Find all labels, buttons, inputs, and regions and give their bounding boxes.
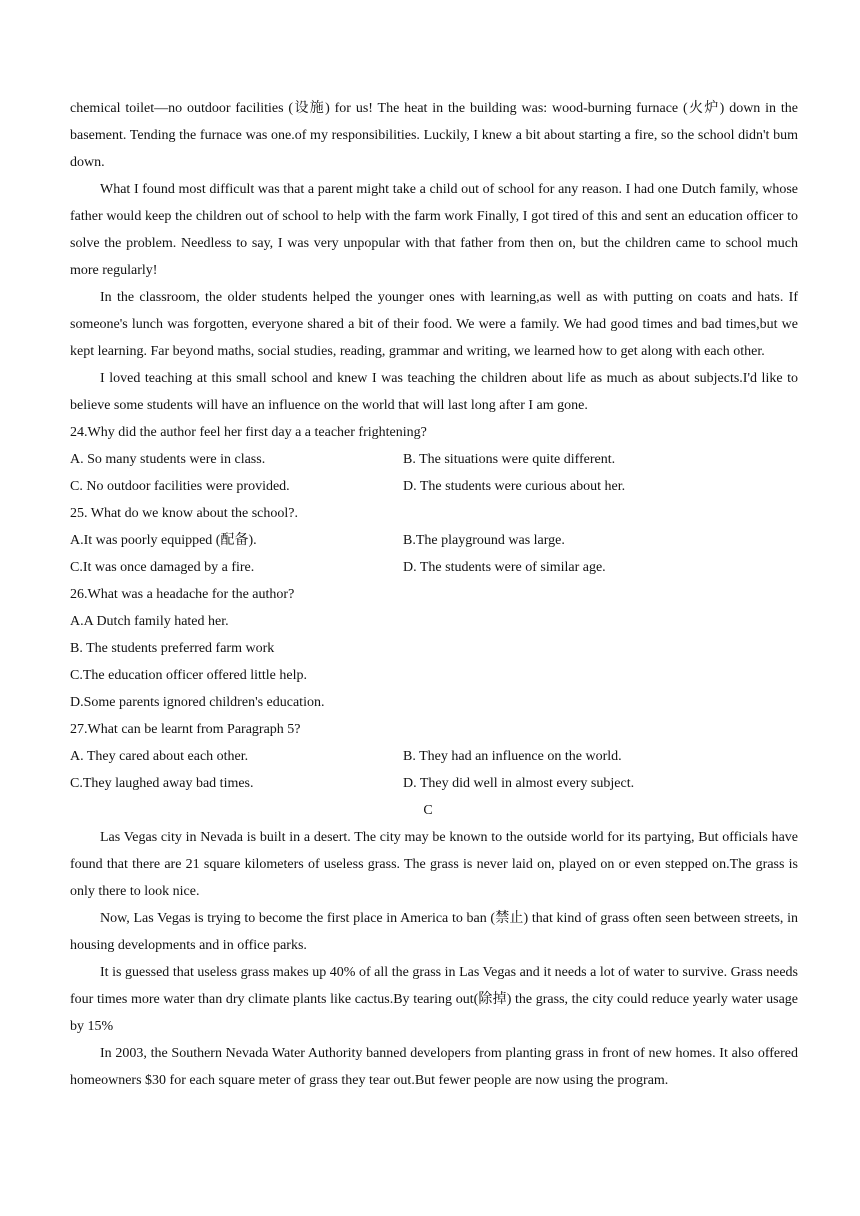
question-25-option-b: B.The playground was large. [403, 533, 565, 548]
question-27-option-c: C.They laughed away bad times. [70, 776, 254, 791]
question-24-options-row-1 [70, 446, 798, 473]
question-24-option-c: C. No outdoor facilities were provided. [70, 479, 290, 494]
question-27-option-b: B. They had an influence on the world. [403, 749, 622, 764]
question-24-options-row-2 [70, 473, 798, 500]
question-25-options-row-2 [70, 554, 798, 581]
passage-b-paragraph: In the classroom, the older students helped the younger ones with learning,as well as with putting on coats and hats. If someone's lunch was forgotten, everyone shared a bit of their food. We were a family. We had good times and bad times,but we kept learning. Far beyond maths, social studies, reading, grammar and writing, we learned how to get along with each other. [70, 290, 798, 359]
question-24-option-d: D. The students were curious about her. [403, 479, 626, 494]
question-24-option-b: B. The situations were quite different. [403, 452, 616, 467]
question-25-stem: 25. What do we know about the school?. [70, 506, 298, 521]
section-c-heading: C [423, 803, 433, 818]
section-c-paragraph: Now, Las Vegas is trying to become the first place in America to ban (禁止) that kind of grass often seen between streets, in housing developments and in office parks. [70, 911, 798, 953]
question-24-option-a: A. So many students were in class. [70, 452, 266, 467]
question-26-option-c: C.The education officer offered little help. [70, 668, 308, 683]
question-25-option-a: A.It was poorly equipped (配备). [70, 533, 257, 548]
section-c-paragraph: In 2003, the Southern Nevada Water Authority banned developers from planting grass in front of new homes. It also offered homeowners $30 for each square meter of grass they tear out.But fewer people are now using the program. [70, 1046, 798, 1088]
question-26-option-d: D.Some parents ignored children's education. [70, 695, 325, 710]
question-26-option-b: B. The students preferred farm work [70, 641, 275, 656]
section-c-paragraph: Las Vegas city in Nevada is built in a desert. The city may be known to the outside world for its partying, But officials have found that there are 21 square kilometers of useless grass. The grass is never laid on, played on or even stepped on.The grass is only there to look nice. [70, 830, 798, 899]
passage-b-paragraph-continued: chemical toilet—no outdoor facilities (设施) for us! The heat in the building was: wood-burning furnace (火炉) down in the basement. Tending the furnace was one.of my responsibilities. Luckily, I knew a bit about starting a fire, so the school didn't bum down. [70, 101, 798, 170]
question-25-option-d: D. The students were of similar age. [403, 560, 606, 575]
question-27-stem: 27.What can be learnt from Paragraph 5? [70, 722, 301, 737]
question-24-stem: 24.Why did the author feel her first day a a teacher frightening? [70, 425, 427, 440]
question-27-options-row-1 [70, 743, 798, 770]
question-25-options-row-1 [70, 527, 798, 554]
page-content [70, 95, 798, 1094]
question-27-options-row-2 [70, 770, 798, 797]
question-27-option-a: A. They cared about each other. [70, 749, 249, 764]
question-25-option-c: C.It was once damaged by a fire. [70, 560, 255, 575]
question-26-stem: 26.What was a headache for the author? [70, 587, 295, 602]
passage-b-paragraph: What I found most difficult was that a parent might take a child out of school for any reason. I had one Dutch family, whose father would keep the children out of school to help with the farm work Finally, I got tired of this and sent an education officer to solve the problem. Needless to say, I was very unpopular with that father from then on, but the children came to school much more regularly! [70, 182, 798, 278]
passage-b-paragraph: I loved teaching at this small school and knew I was teaching the children about life as much as about subjects.I'd like to believe some students will have an influence on the world that will last long after I am gone. [70, 371, 798, 413]
section-c-paragraph: It is guessed that useless grass makes up 40% of all the grass in Las Vegas and it needs a lot of water to survive. Grass needs four times more water than dry climate plants like cactus.By tearing out(除掉) the grass, the city could reduce yearly water usage by 15% [70, 965, 798, 1034]
question-26-option-a: A.A Dutch family hated her. [70, 614, 229, 629]
question-27-option-d: D. They did well in almost every subject. [403, 776, 635, 791]
